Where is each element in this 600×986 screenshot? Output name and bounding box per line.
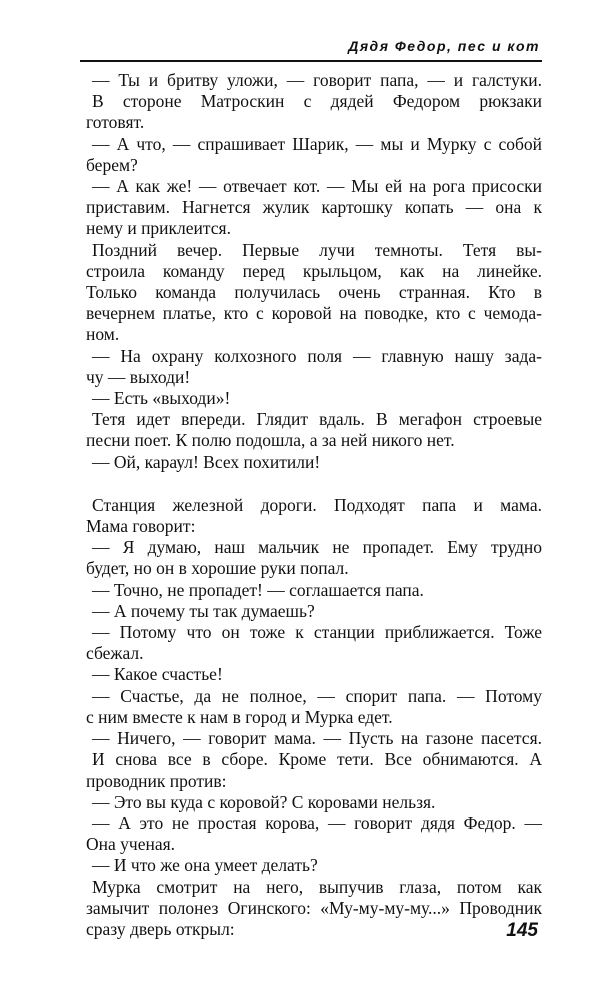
text-line: — Какое счастье! — [92, 664, 223, 685]
text-line: Она ученая. — [86, 834, 176, 855]
text-line: песни поет. К полю подошла, а за ней никого нет. — [86, 430, 455, 451]
text-line: — Ты и бритву уложи, — говорит папа, — и галстуки. — [92, 70, 542, 90]
text-line: Тетя идет впереди. Глядит вдаль. В мегафон строевые — [92, 409, 542, 430]
text-line: — Ой, караул! Всех похитили! — [92, 451, 321, 472]
page-number: 145 — [506, 920, 538, 941]
text-line: — Точно, не пропадет! — соглашается папа. — [92, 579, 424, 600]
text-line: ном. — [86, 324, 120, 345]
text-line: — И что же она умеет делать? — [92, 855, 318, 876]
text-line: — А что, — спрашивает Шарик, — мы и Мурку с собой — [92, 133, 542, 154]
text-line: берем? — [86, 154, 138, 175]
text-line: сбежал. — [86, 643, 144, 664]
text-line: Поздний вечер. Первые лучи темноты. Тетя вы- — [92, 239, 542, 260]
text-line: Только команда получилась очень странная. Кто в — [86, 282, 542, 303]
text-line: — Это вы куда с коровой? С коровами нельзя. — [92, 791, 436, 812]
text-line: — Есть «выходи»! — [92, 388, 231, 409]
text-line: И снова все в сборе. Кроме тети. Все обнимаются. А — [92, 749, 542, 770]
text-line: — Потому что он тоже к станции приближается. Тоже — [92, 622, 542, 643]
text-line: сразу дверь открыл: — [86, 918, 235, 939]
running-head-title: Дядя Федор, пес и кот — [348, 38, 540, 54]
text-line: — А как же! — отвечает кот. — Мы ей на рога присоски — [92, 176, 542, 197]
text-line: — На охрану колхозного поля — главную нашу зада- — [92, 345, 542, 366]
text-line: с ним вместе к нам в город и Мурка едет. — [86, 706, 393, 727]
page-body-text — [86, 70, 542, 940]
text-line: приставим. Нагнется жулик картошку копать — она к — [86, 197, 542, 218]
text-line: — А это не простая корова, — говорит дядя Федор. — — [92, 812, 542, 833]
header-rule — [80, 60, 542, 62]
text-line: строила команду перед крыльцом, как на линейке. — [86, 260, 542, 281]
text-line: — А почему ты так думаешь? — [92, 600, 315, 621]
text-line: готовят. — [86, 112, 145, 133]
text-line: вечернем платье, кто с коровой на поводке, кто с чемода- — [86, 303, 542, 324]
text-line: чу — выходи! — [86, 366, 191, 387]
text-line: замычит полонез Огинского: «Му-му-му-му...» Проводник — [86, 897, 542, 918]
text-line: Станция железной дороги. Подходят папа и мама. — [92, 494, 542, 515]
text-line: — Ничего, — говорит мама. — Пусть на газоне пасется. — [92, 728, 542, 749]
text-line: — Я думаю, наш мальчик не пропадет. Ему трудно — [92, 537, 542, 558]
text-line: — Счастье, да не полное, — спорит папа. — Потому — [92, 685, 542, 706]
text-line: Мама говорит: — [86, 516, 196, 537]
text-line: нему и приклеится. — [86, 218, 231, 239]
section-break — [86, 473, 542, 495]
text-line: будет, но он в хорошие руки попал. — [86, 558, 349, 579]
text-line: проводник против: — [86, 770, 227, 791]
text-line: В стороне Матроскин с дядей Федором рюкзаки — [92, 91, 542, 112]
text-line: Мурка смотрит на него, выпучив глаза, потом как — [92, 876, 542, 897]
